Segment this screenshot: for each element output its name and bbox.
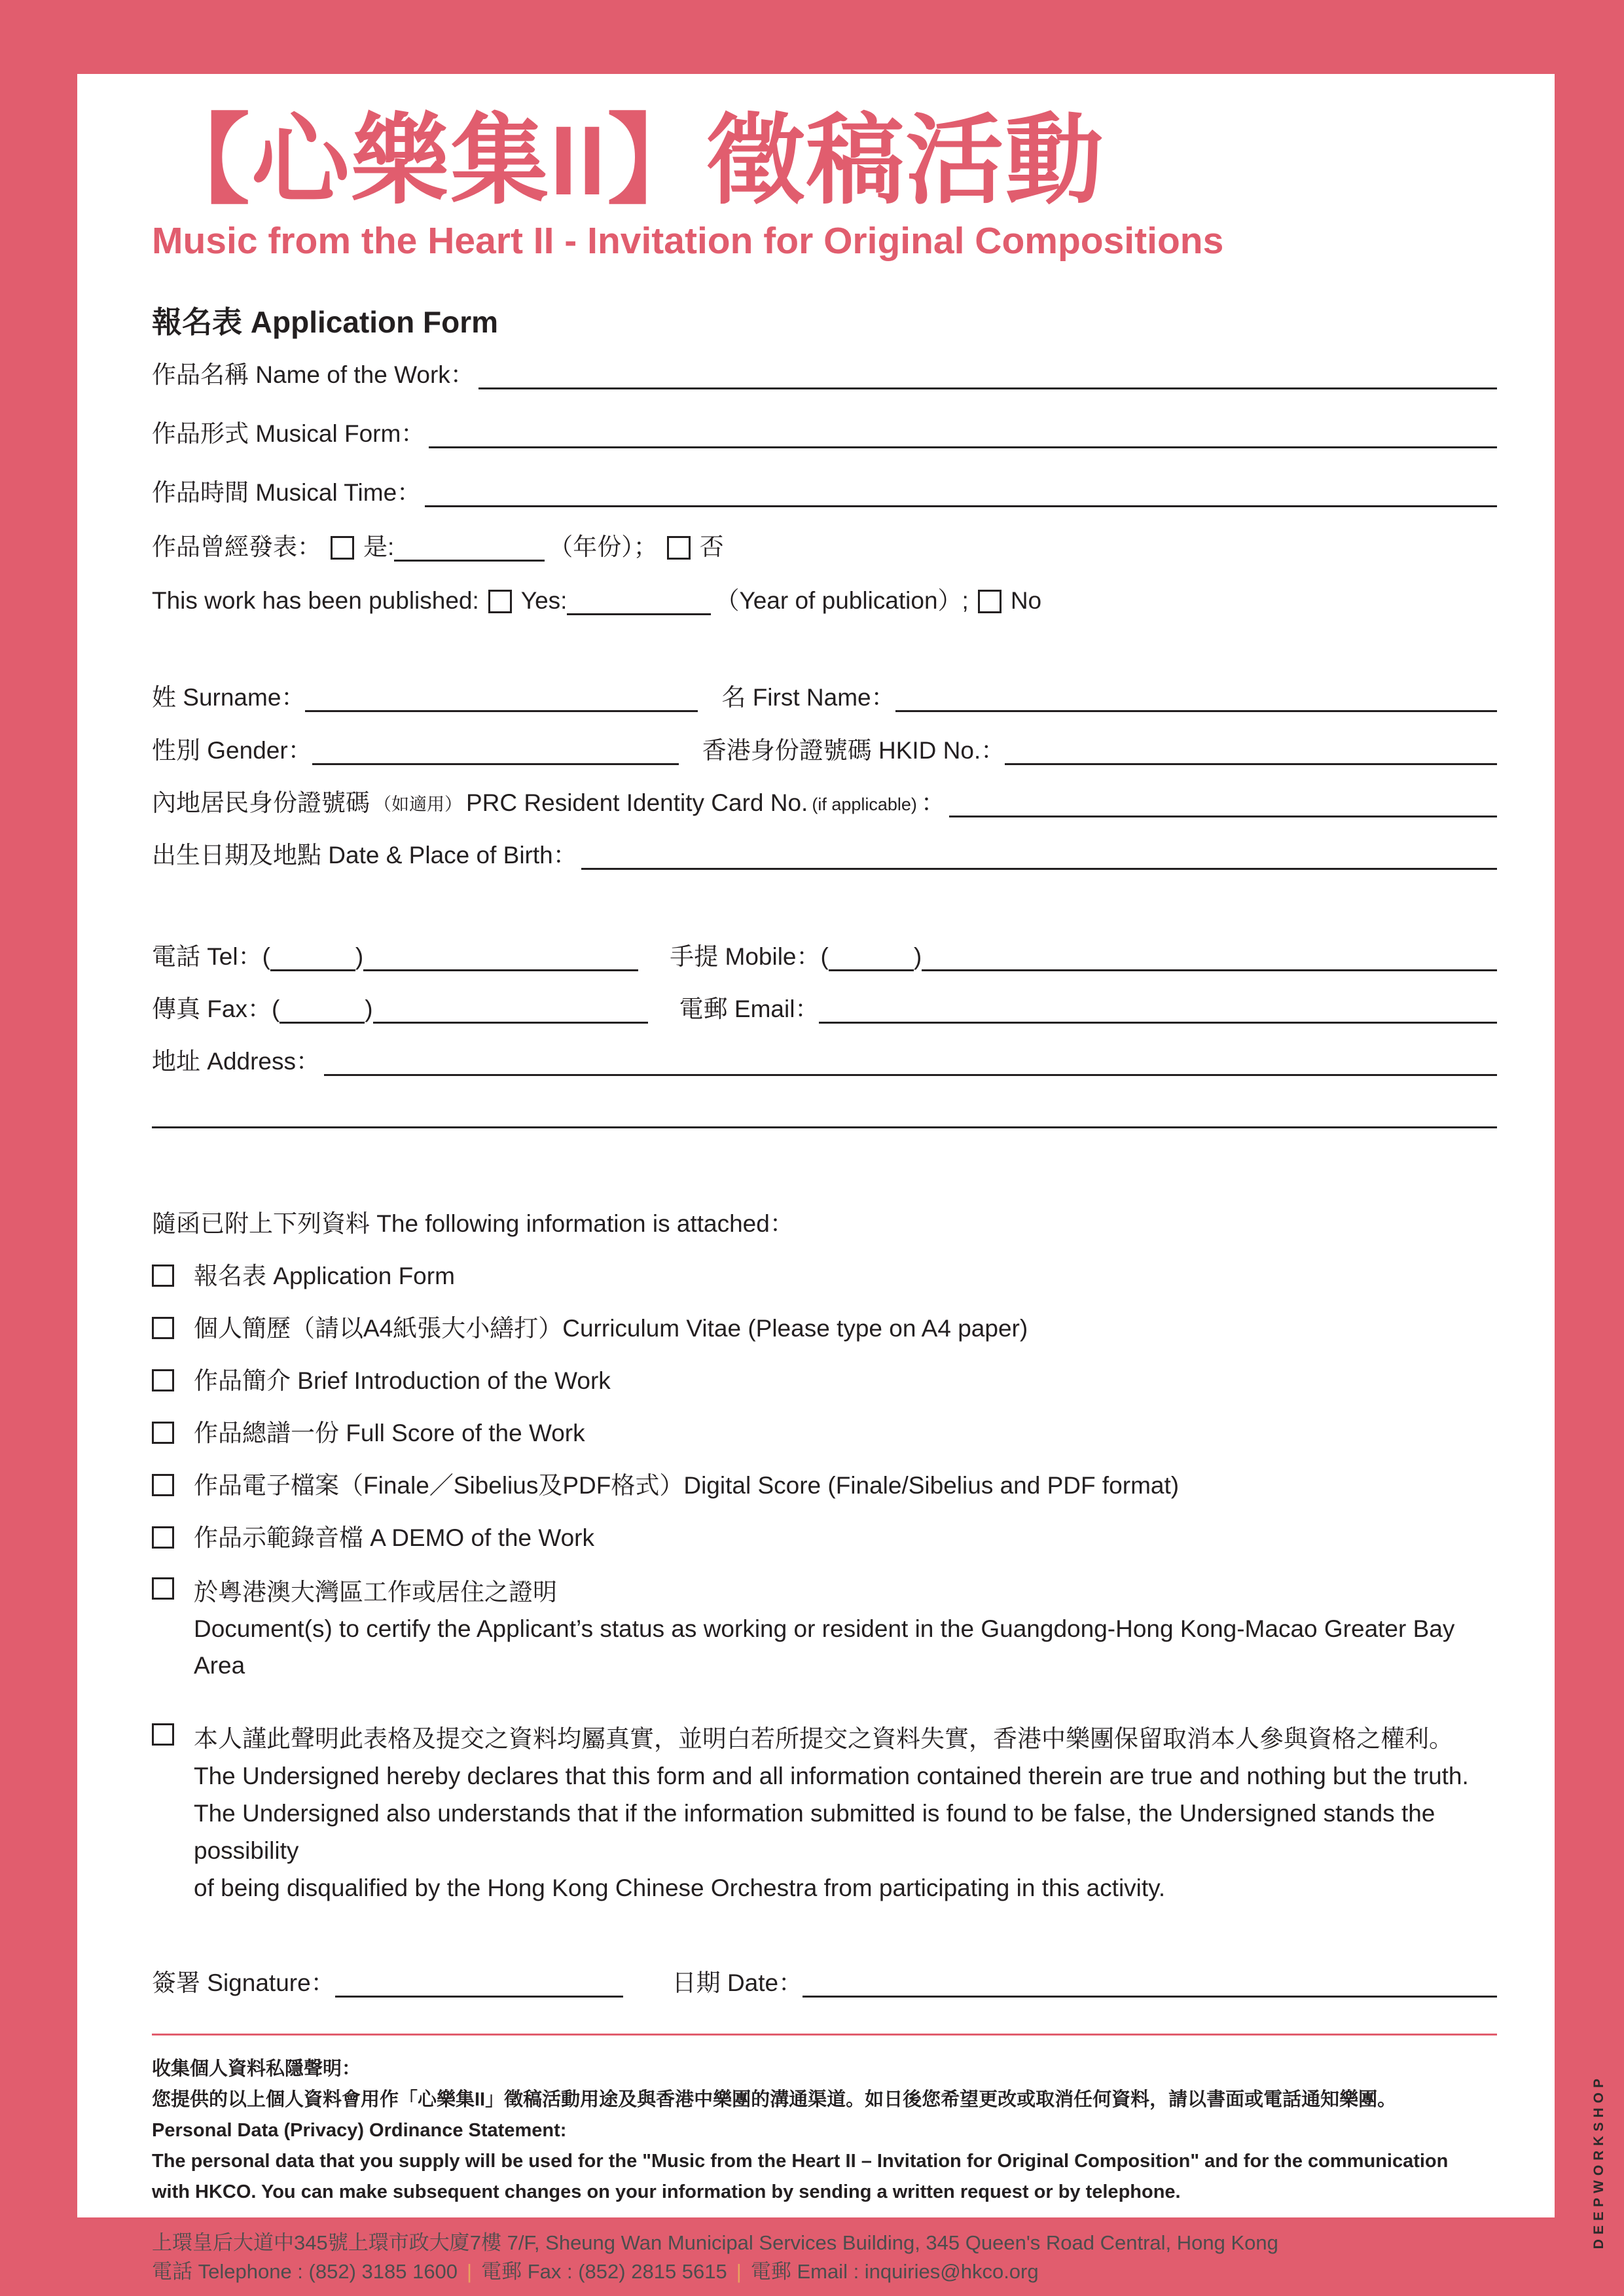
field-row-tel-mobile	[152, 940, 1497, 971]
tel-input-line[interactable]	[363, 941, 638, 971]
field-row-published-en	[152, 584, 1497, 615]
first-name-input-line[interactable]	[895, 682, 1497, 712]
published-no-label-en: No	[1010, 587, 1042, 615]
published-yes-checkbox-zh[interactable]	[331, 536, 354, 560]
fax-paren-close: )	[365, 996, 373, 1023]
surname-label: 姓 Surname：	[152, 684, 306, 711]
field-row-name-of-work	[152, 358, 1497, 389]
fax-label: 傳真 Fax：	[152, 996, 272, 1023]
published-year-label-en: （Year of publication）;	[715, 587, 969, 615]
address-label: 地址 Address：	[152, 1048, 321, 1075]
musical-time-input-line[interactable]	[425, 477, 1497, 507]
field-row-address	[152, 1045, 1497, 1076]
address-input-line[interactable]	[324, 1046, 1497, 1076]
published-year-input-line-en[interactable]	[567, 585, 711, 615]
attachment-item-digital-score	[152, 1471, 1497, 1501]
footer-contact-line	[152, 2257, 1497, 2286]
demo-checkbox[interactable]	[152, 1526, 174, 1549]
signature-label: 簽署 Signature：	[152, 1969, 335, 1997]
published-no-label-zh: 否	[699, 533, 724, 561]
published-year-label-zh: （年份）；	[549, 533, 658, 561]
tel-paren-close: )	[355, 943, 364, 971]
footer-separator-1: |	[467, 2260, 473, 2283]
field-row-prc-id	[152, 786, 1497, 817]
side-watermark-text: DEEPWORKSHOP	[1591, 2073, 1606, 2249]
musical-time-label: 作品時間 Musical Time：	[152, 479, 422, 507]
footer-email: 電郵 Email : inquiries@hkco.org	[750, 2260, 1039, 2283]
mobile-input-line[interactable]	[922, 941, 1497, 971]
prc-id-input-line[interactable]	[949, 787, 1497, 817]
declaration-zh: 本人謹此聲明此表格及提交之資料均屬真實，並明白若所提交之資料失實，香港中樂團保留取消本人參與資格之權利。	[194, 1725, 1453, 1752]
attachment-label: 報名表 Application Form	[194, 1263, 455, 1289]
footer-contact	[152, 2229, 1497, 2286]
mobile-area-input-line[interactable]	[829, 941, 914, 971]
declaration-en-3: of being disqualified by the Hong Kong Chinese Orchestra from participating in this activity.	[194, 1874, 1166, 1901]
musical-form-label: 作品形式 Musical Form：	[152, 420, 425, 448]
fax-area-input-line[interactable]	[280, 994, 365, 1024]
field-row-birth	[152, 838, 1497, 870]
tel-label: 電話 Tel：	[152, 943, 262, 971]
form-content	[77, 74, 1555, 2283]
gender-input-line[interactable]	[312, 735, 679, 765]
page-title-english: Music from the Heart II - Invitation for Original Compositions	[152, 220, 1224, 262]
birth-input-line[interactable]	[581, 840, 1497, 870]
published-yes-label-en: Yes:	[520, 587, 568, 615]
form-sheet	[77, 74, 1555, 2283]
field-row-published-zh	[152, 530, 1497, 562]
published-no-checkbox-en[interactable]	[978, 590, 1001, 613]
attachment-item-declaration	[152, 1720, 1497, 1907]
signature-input-line[interactable]	[335, 1967, 623, 1998]
published-yes-label-zh: 是:	[363, 533, 395, 561]
attachment-item-gba-proof	[152, 1574, 1497, 1684]
field-row-address-2	[152, 1097, 1497, 1128]
gender-label: 性別 Gender：	[152, 737, 312, 764]
privacy-body-en-2: with HKCO. You can make subsequent changes on your information by sending a written request or by telephone.	[152, 2181, 1181, 2202]
field-row-gender-hkid	[152, 734, 1497, 765]
email-input-line[interactable]	[819, 994, 1497, 1024]
published-zh-label: 作品曾經發表：	[152, 533, 321, 561]
application-form-checkbox[interactable]	[152, 1265, 174, 1287]
published-no-checkbox-zh[interactable]	[667, 536, 691, 560]
field-row-musical-form	[152, 417, 1497, 448]
gba-proof-text	[194, 1574, 1497, 1684]
tel-paren-open: (	[262, 943, 270, 971]
attachment-label: 作品總譜一份 Full Score of the Work	[194, 1420, 585, 1446]
footer-address: 上環皇后大道中345號上環市政大廈7樓 7/F, Sheung Wan Municipal Services Building, 345 Queen's Road Central, Hong Kong	[152, 2231, 1278, 2254]
published-yes-checkbox-en[interactable]	[488, 590, 512, 613]
attached-section-header: 隨函已附上下列資料 The following information is attached：	[152, 1210, 794, 1237]
field-row-musical-time	[152, 476, 1497, 507]
prc-id-label-zh: 內地居民身份證號碼	[152, 789, 370, 817]
footer-telephone: 電話 Telephone : (852) 3185 1600	[152, 2260, 458, 2283]
brief-introduction-checkbox[interactable]	[152, 1369, 174, 1391]
footer-fax: 電郵 Fax : (852) 2815 5615	[481, 2260, 727, 2283]
field-row-name	[152, 681, 1497, 712]
privacy-body-en-1: The personal data that you supply will be used for the "Music from the Heart II – Invitation for Original Composition" and for the communication	[152, 2151, 1449, 2172]
date-label: 日期 Date：	[672, 1969, 803, 1997]
attachment-item-brief-introduction	[152, 1366, 1497, 1396]
attachment-item-cv	[152, 1314, 1497, 1344]
privacy-title-en: Personal Data (Privacy) Ordinance Statement:	[152, 2120, 567, 2141]
privacy-statement	[152, 2054, 1497, 2208]
date-input-line[interactable]	[803, 1967, 1497, 1998]
name-of-work-input-line[interactable]	[478, 359, 1497, 389]
prc-id-label-zh-small: （如適用）	[374, 794, 462, 814]
address-input-line-2[interactable]	[152, 1098, 1497, 1128]
declaration-checkbox[interactable]	[152, 1723, 174, 1746]
surname-input-line[interactable]	[305, 682, 698, 712]
field-row-fax-email	[152, 992, 1497, 1024]
hkid-input-line[interactable]	[1005, 735, 1497, 765]
attachment-label: 作品電子檔案（Finale／Sibelius及PDF格式）Digital Score (Finale/Sibelius and PDF format)	[194, 1472, 1180, 1499]
privacy-body-zh: 您提供的以上個人資料會用作「心樂集II」徵稿活動用途及與香港中樂團的溝通渠道。如日後您希望更改或取消任何資料，請以書面或電話通知樂團。	[152, 2089, 1397, 2110]
prc-id-label-en: PRC Resident Identity Card No.	[466, 789, 808, 817]
email-label: 電郵 Email：	[679, 996, 820, 1023]
gba-proof-label-zh: 於粵港澳大灣區工作或居住之證明	[194, 1579, 557, 1605]
attachment-label: 作品簡介 Brief Introduction of the Work	[194, 1367, 611, 1394]
declaration-en-2: The Undersigned also understands that if the information submitted is found to be false, the Undersigned stands the possibility	[194, 1800, 1435, 1864]
footer-separator-2: |	[736, 2260, 742, 2283]
application-form-header: 報名表 Application Form	[152, 305, 498, 339]
attachment-item-demo	[152, 1523, 1497, 1553]
mobile-label: 手提 Mobile：	[670, 943, 821, 971]
prc-id-label-en-small: (if applicable)	[812, 794, 917, 814]
gba-proof-label-en: Document(s) to certify the Applicant’s status as working or resident in the Guangdong-Hong Kong-Macao Greater Bay Area	[194, 1615, 1455, 1679]
prc-id-colon: ：	[920, 789, 945, 817]
mobile-paren-close: )	[913, 943, 922, 971]
field-row-signature-date	[152, 1966, 1497, 1998]
published-year-input-line-zh[interactable]	[394, 531, 545, 562]
declaration-text	[194, 1720, 1497, 1907]
cv-checkbox[interactable]	[152, 1317, 174, 1339]
gba-proof-checkbox[interactable]	[152, 1577, 174, 1600]
first-name-label: 名 First Name：	[721, 684, 895, 711]
digital-score-checkbox[interactable]	[152, 1474, 174, 1496]
birth-label: 出生日期及地點 Date & Place of Birth：	[152, 842, 577, 869]
attachment-item-application-form	[152, 1261, 1497, 1291]
attachment-label: 作品示範錄音檔 A DEMO of the Work	[194, 1524, 594, 1551]
declaration-en-1: The Undersigned hereby declares that this form and all information contained therein are true and nothing but the truth.	[194, 1763, 1469, 1789]
attachment-item-full-score	[152, 1418, 1497, 1448]
fax-paren-open: (	[271, 996, 280, 1023]
fax-input-line[interactable]	[373, 994, 648, 1024]
mobile-paren-open: (	[820, 943, 829, 971]
published-en-label: This work has been published:	[152, 587, 479, 615]
name-of-work-label: 作品名稱 Name of the Work：	[152, 361, 475, 389]
page-title-chinese: 【心樂集II】徵稿活動	[152, 105, 1105, 215]
privacy-title-zh: 收集個人資料私隱聲明：	[152, 2058, 361, 2079]
full-score-checkbox[interactable]	[152, 1422, 174, 1444]
musical-form-input-line[interactable]	[429, 418, 1497, 448]
section-divider	[152, 2034, 1497, 2036]
tel-area-input-line[interactable]	[270, 941, 355, 971]
hkid-label: 香港身份證號碼 HKID No.：	[702, 737, 1005, 764]
attachment-label: 個人簡歷（請以A4紙張大小繕打）Curriculum Vitae (Please type on A4 paper)	[194, 1315, 1028, 1342]
